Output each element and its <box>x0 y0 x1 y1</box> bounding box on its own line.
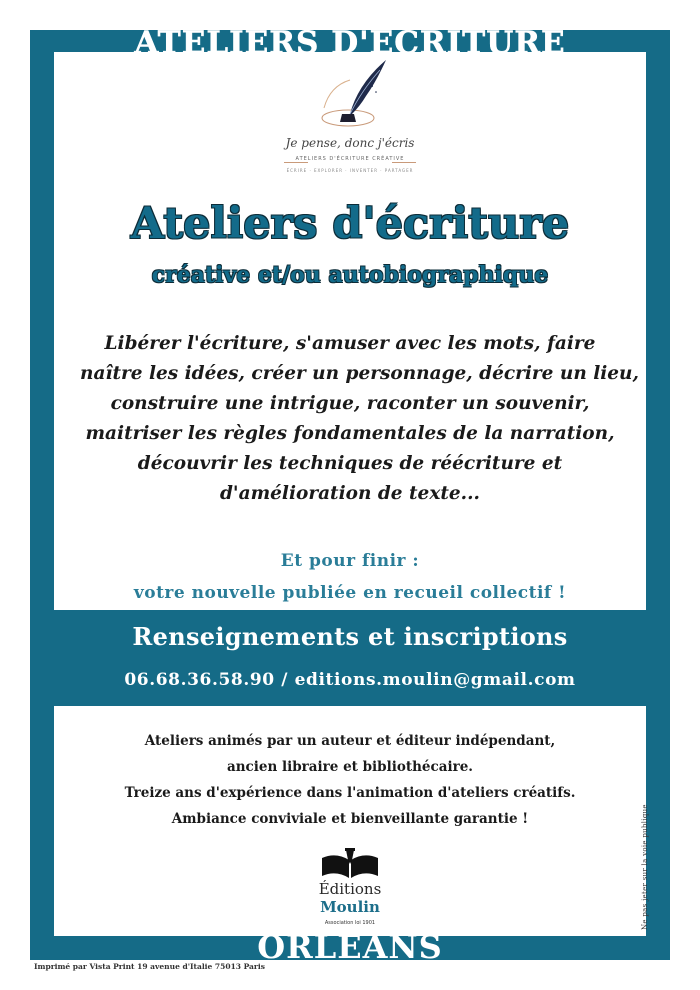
open-book-pen-icon <box>318 848 382 880</box>
logo-motto: Je pense, donc j'écris <box>285 136 415 150</box>
desc-line: Ambiance conviviale et bienveillante garantie ! <box>171 811 529 827</box>
intro-line: Libérer l'écriture, s'amuser avec les mots, faire <box>104 333 596 354</box>
printer-credit: Imprimé par Vista Print 19 avenue d'Italie 75013 Paris <box>34 962 265 971</box>
description <box>70 728 630 832</box>
banner-top: ATELIERS D'ÉCRITURE <box>134 25 566 61</box>
side-note: Ne pas jeter sur la voie publique <box>641 804 649 930</box>
intro-line: découvrir les techniques de réécriture et <box>137 453 563 474</box>
final-note <box>0 545 700 609</box>
logo-divider-right <box>392 162 416 163</box>
ateliers-logo <box>270 56 430 191</box>
intro-line: construire une intrigue, raconter un souvenir, <box>110 393 590 414</box>
intro-line: naître les idées, créer un personnage, décrire un lieu, <box>80 363 639 384</box>
logo-subtitle: ATELIERS D'ÉCRITURE CRÉATIVE <box>295 156 405 162</box>
final-line: Et pour finir : <box>280 551 420 571</box>
intro-paragraph <box>80 329 639 509</box>
publisher-association: Association loi 1901 <box>324 920 376 926</box>
banner-bottom: ORLÉANS <box>257 928 443 966</box>
final-line: votre nouvelle publiée en recueil collectif ! <box>133 583 567 603</box>
quill-icon <box>310 56 390 134</box>
publisher-name-line1: Éditions <box>318 880 382 898</box>
desc-line: ancien libraire et bibliothécaire. <box>226 759 474 775</box>
info-title: Renseignements et inscriptions <box>132 622 568 651</box>
desc-line: Ateliers animés par un auteur et éditeur indépendant, <box>144 733 556 749</box>
logo-tagline: ÉCRIRE · EXPLORER · INVENTER · PARTAGER <box>286 168 414 173</box>
publisher-name-line2: Moulin <box>320 898 380 916</box>
intro-line: maitriser les règles fondamentales de la narration, <box>85 423 615 444</box>
desc-line: Treize ans d'expérience dans l'animation d'ateliers créatifs. <box>124 785 576 801</box>
logo-divider-left <box>284 162 308 163</box>
contact-info[interactable]: 06.68.36.58.90 / editions.moulin@gmail.com <box>124 670 576 690</box>
intro-line: d'amélioration de texte... <box>220 483 480 504</box>
main-title: Ateliers d'écriture <box>130 199 570 249</box>
main-subtitle: créative et/ou autobiographique <box>151 262 549 288</box>
publisher-logo <box>300 848 400 932</box>
